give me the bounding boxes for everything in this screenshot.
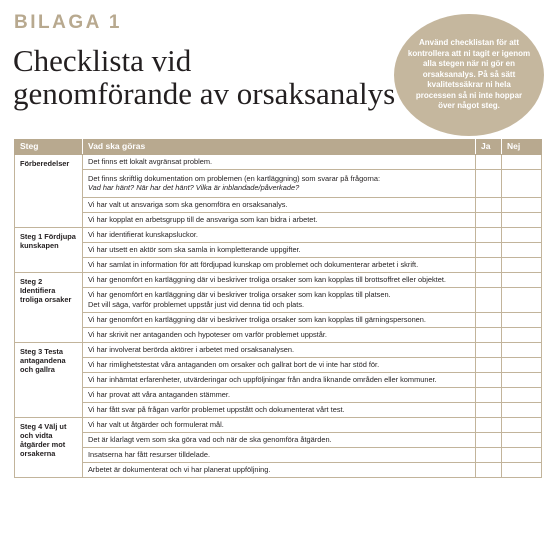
todo-cell xyxy=(83,417,476,432)
info-badge xyxy=(394,14,544,136)
todo-cell xyxy=(83,257,476,272)
ja-checkbox-cell[interactable] xyxy=(476,432,502,447)
ja-checkbox-cell[interactable] xyxy=(476,462,502,477)
info-badge-text: Använd checklistan för att kontrollera att ni tagit er igenom alla stegen när ni gör en orsaksanalys. På så sätt kvalitetssäkrar ni hela processen så ni inte hoppar över något steg. xyxy=(407,38,531,111)
nej-checkbox-cell[interactable] xyxy=(502,432,542,447)
nej-checkbox-cell[interactable] xyxy=(502,227,542,242)
todo-subtext: Det vill säga, varför problemet uppstår just vid denna tid och plats. xyxy=(88,299,305,309)
todo-text: Vi har valt ut ansvariga som ska genomföra en orsaksanalys. xyxy=(88,199,288,209)
nej-checkbox-cell[interactable] xyxy=(502,387,542,402)
nej-checkbox-cell[interactable] xyxy=(502,155,542,170)
todo-cell xyxy=(83,387,476,402)
todo-cell xyxy=(83,212,476,227)
nej-checkbox-cell[interactable] xyxy=(502,272,542,287)
todo-cell xyxy=(83,242,476,257)
nej-checkbox-cell[interactable] xyxy=(502,402,542,417)
title-line-2: genomförande av orsaksanalys xyxy=(13,76,396,111)
checklist-row xyxy=(15,227,542,242)
checklist-row xyxy=(15,387,542,402)
ja-checkbox-cell[interactable] xyxy=(476,242,502,257)
todo-text: Det finns ett lokalt avgränsat problem. xyxy=(88,157,213,166)
ja-checkbox-cell[interactable] xyxy=(476,342,502,357)
step-label: Steg 4 Välj ut och vidta åtgärder mot orsakerna xyxy=(15,417,83,477)
todo-text: Vi har provat att våra antaganden stämmer. xyxy=(88,389,231,399)
todo-text: Vi har rimlighetstestat våra antaganden om orsaker och gallrat bort de vi inte har stöd för. xyxy=(88,359,380,369)
todo-text: Vi har involverat berörda aktörer i arbetet med orsaksanalysen. xyxy=(88,344,295,354)
ja-checkbox-cell[interactable] xyxy=(476,312,502,327)
todo-cell xyxy=(83,287,476,312)
ja-checkbox-cell[interactable] xyxy=(476,197,502,212)
step-label: Steg 3 Testa antagandena och gallra xyxy=(15,342,83,417)
step-label: Steg 2 Identifiera troliga orsaker xyxy=(15,272,83,342)
checklist-row xyxy=(15,432,542,447)
todo-text: Insatserna har fått resurser tilldelade. xyxy=(88,449,211,459)
todo-cell xyxy=(83,462,476,477)
ja-checkbox-cell[interactable] xyxy=(476,357,502,372)
step-label: Steg 1 Fördjupa kunskapen xyxy=(15,227,83,272)
todo-text: Vi har samlat in information för att fördjupad kunskap om problemet och dokumenterar arbetet i skrift. xyxy=(88,259,419,269)
ja-checkbox-cell[interactable] xyxy=(476,212,502,227)
header-steg: Steg xyxy=(15,140,83,155)
todo-cell xyxy=(83,272,476,287)
todo-text: Vi har kopplat en arbetsgrupp till de ansvariga som kan bidra i arbetet. xyxy=(88,214,318,224)
ja-checkbox-cell[interactable] xyxy=(476,155,502,170)
todo-text: Vi har inhämtat erfarenheter, utvärderingar och uppföljningar från andra liknande områden eller kommuner. xyxy=(88,374,437,384)
checklist-body xyxy=(15,155,542,478)
nej-checkbox-cell[interactable] xyxy=(502,327,542,342)
nej-checkbox-cell[interactable] xyxy=(502,462,542,477)
header-ja: Ja xyxy=(476,140,502,155)
nej-checkbox-cell[interactable] xyxy=(502,212,542,227)
todo-text: Arbetet är dokumenterat och vi har planerat uppföljning. xyxy=(88,464,271,474)
header-nej: Nej xyxy=(502,140,542,155)
ja-checkbox-cell[interactable] xyxy=(476,272,502,287)
checklist-row xyxy=(15,447,542,462)
todo-cell xyxy=(83,372,476,387)
ja-checkbox-cell[interactable] xyxy=(476,402,502,417)
todo-text: Vi har skrivit ner antaganden och hypoteser om varför problemet uppstår. xyxy=(88,329,327,339)
checklist-row xyxy=(15,169,542,197)
todo-cell xyxy=(83,155,476,170)
todo-text: Det finns skriftlig dokumentation om problemen (en kartläggning) som svarar på frågorna: xyxy=(88,173,381,183)
todo-cell xyxy=(83,312,476,327)
ja-checkbox-cell[interactable] xyxy=(476,372,502,387)
checklist-row xyxy=(15,462,542,477)
ja-checkbox-cell[interactable] xyxy=(476,287,502,312)
todo-text: Vi har fått svar på frågan varför problemet uppstått och dokumenterat vårt test. xyxy=(88,404,345,414)
todo-text: Vi har genomfört en kartläggning där vi beskriver troliga orsaker som kan kopplas till platsen. xyxy=(88,290,391,299)
nej-checkbox-cell[interactable] xyxy=(502,357,542,372)
checklist-row xyxy=(15,312,542,327)
checklist-row xyxy=(15,257,542,272)
todo-text: Vi har genomfört en kartläggning där vi beskriver troliga orsaker som kan kopplas till gärningspersonen. xyxy=(88,314,426,324)
todo-cell xyxy=(83,197,476,212)
ja-checkbox-cell[interactable] xyxy=(476,417,502,432)
checklist-table xyxy=(14,139,542,478)
ja-checkbox-cell[interactable] xyxy=(476,327,502,342)
checklist-row xyxy=(15,327,542,342)
todo-text: Det är klarlagt vem som ska göra vad och när de ska genomföra åtgärden. xyxy=(88,434,332,444)
checklist-row xyxy=(15,155,542,170)
todo-text: Vi har valt ut åtgärder och formulerat mål. xyxy=(88,419,224,429)
checklist-row xyxy=(15,197,542,212)
ja-checkbox-cell[interactable] xyxy=(476,387,502,402)
title-line-1: Checklista vid xyxy=(13,43,192,78)
nej-checkbox-cell[interactable] xyxy=(502,372,542,387)
todo-cell xyxy=(83,342,476,357)
appendix-label: BILAGA 1 xyxy=(14,12,122,33)
todo-cell xyxy=(83,327,476,342)
nej-checkbox-cell[interactable] xyxy=(502,312,542,327)
nej-checkbox-cell[interactable] xyxy=(502,342,542,357)
nej-checkbox-cell[interactable] xyxy=(502,447,542,462)
todo-cell xyxy=(83,357,476,372)
checklist-row xyxy=(15,212,542,227)
nej-checkbox-cell[interactable] xyxy=(502,169,542,197)
todo-text: Vi har identifierat kunskapsluckor. xyxy=(88,229,198,239)
checklist-row xyxy=(15,417,542,432)
ja-checkbox-cell[interactable] xyxy=(476,169,502,197)
step-label: Förberedelser xyxy=(15,155,83,228)
todo-text: Vi har genomfört en kartläggning där vi beskriver troliga orsaker som kan kopplas till brottsoffret eller objektet. xyxy=(88,274,446,284)
ja-checkbox-cell[interactable] xyxy=(476,447,502,462)
table-header-row xyxy=(15,140,542,155)
todo-cell xyxy=(83,447,476,462)
checklist-row xyxy=(15,272,542,287)
nej-checkbox-cell[interactable] xyxy=(502,417,542,432)
nej-checkbox-cell[interactable] xyxy=(502,197,542,212)
page-title xyxy=(13,44,403,110)
todo-cell xyxy=(83,169,476,197)
checklist-row xyxy=(15,342,542,357)
checklist-row xyxy=(15,402,542,417)
ja-checkbox-cell[interactable] xyxy=(476,227,502,242)
todo-cell xyxy=(83,227,476,242)
nej-checkbox-cell[interactable] xyxy=(502,242,542,257)
nej-checkbox-cell[interactable] xyxy=(502,287,542,312)
header-vad-ska-goras: Vad ska göras xyxy=(83,140,476,155)
checklist-row xyxy=(15,242,542,257)
checklist-row xyxy=(15,357,542,372)
todo-cell xyxy=(83,402,476,417)
todo-text: Vi har utsett en aktör som ska samla in kompletterande uppgifter. xyxy=(88,244,301,254)
checklist-row xyxy=(15,372,542,387)
ja-checkbox-cell[interactable] xyxy=(476,257,502,272)
nej-checkbox-cell[interactable] xyxy=(502,257,542,272)
todo-cell xyxy=(83,432,476,447)
todo-subtext: Vad har hänt? När har det hänt? Vilka är inblandade/påverkade? xyxy=(88,183,300,192)
checklist-row xyxy=(15,287,542,312)
